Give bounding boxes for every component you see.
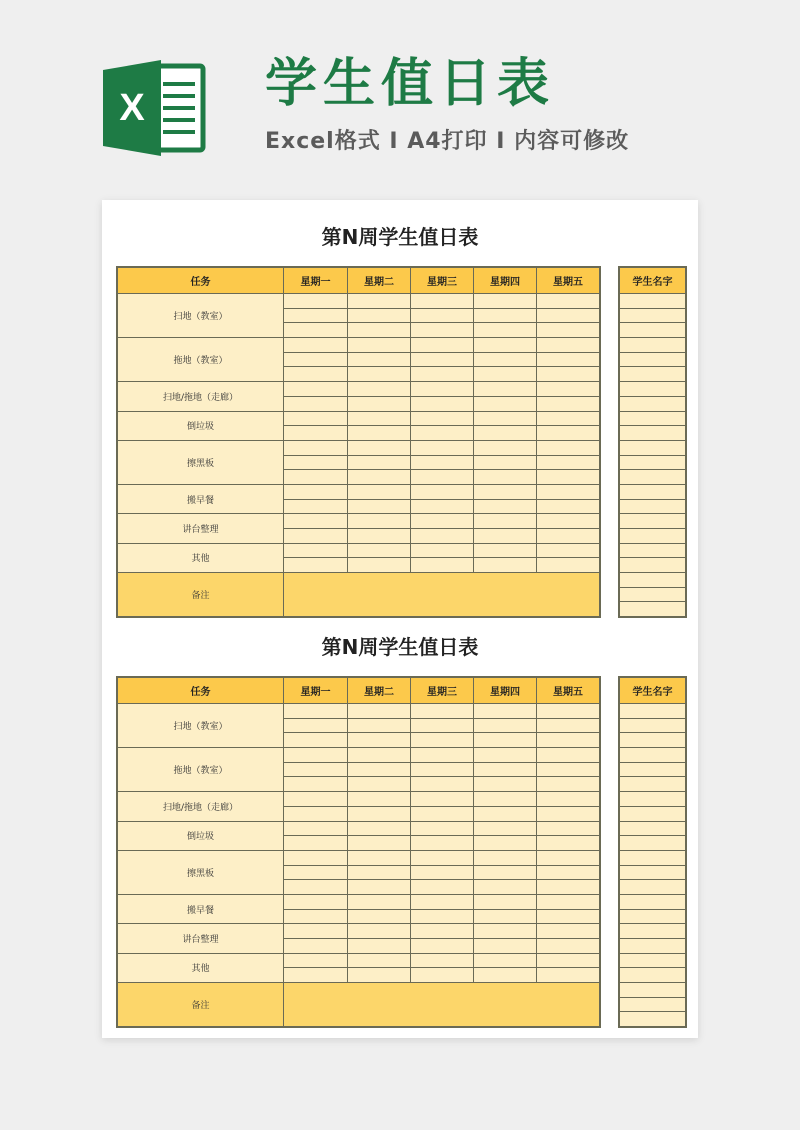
student-name-cell[interactable] — [620, 733, 686, 748]
table-header-row — [118, 678, 600, 704]
student-name-cell[interactable] — [620, 865, 686, 880]
table-row — [118, 953, 600, 968]
duty-cell[interactable] — [348, 499, 411, 514]
task-label: 讲台整理 — [118, 514, 284, 543]
duty-cell[interactable] — [411, 367, 474, 382]
duty-cell[interactable] — [348, 367, 411, 382]
duty-cell[interactable] — [474, 352, 537, 367]
task-column-header: 任务 — [118, 268, 284, 294]
duty-cell[interactable] — [411, 411, 474, 426]
table-row — [118, 894, 600, 909]
duty-cell[interactable] — [411, 455, 474, 470]
duty-cell[interactable] — [474, 529, 537, 544]
duty-cell[interactable] — [474, 396, 537, 411]
duty-cell[interactable] — [474, 909, 537, 924]
duty-cell[interactable] — [411, 865, 474, 880]
duty-cell[interactable] — [348, 924, 411, 939]
duty-table — [116, 266, 601, 618]
student-name-cell[interactable] — [620, 762, 686, 777]
duty-cell[interactable] — [411, 558, 474, 573]
task-label: 倒垃圾 — [118, 821, 284, 850]
duty-cell[interactable] — [284, 850, 348, 865]
duty-cell[interactable] — [411, 953, 474, 968]
duty-cell[interactable] — [474, 733, 537, 748]
duty-cell[interactable] — [537, 382, 600, 397]
duty-cell[interactable] — [411, 806, 474, 821]
duty-cell[interactable] — [537, 762, 600, 777]
table-row — [118, 850, 600, 865]
duty-cell[interactable] — [537, 367, 600, 382]
duty-cell[interactable] — [348, 558, 411, 573]
table-row — [118, 792, 600, 807]
duty-cell[interactable] — [284, 382, 348, 397]
duty-cell[interactable] — [474, 894, 537, 909]
student-name-cell[interactable] — [620, 352, 686, 367]
page-subtitle: Excel格式 I A4打印 I 内容可修改 — [265, 129, 630, 154]
duty-cell[interactable] — [348, 484, 411, 499]
duty-cell[interactable] — [537, 323, 600, 338]
duty-cell[interactable] — [284, 836, 348, 851]
task-label: 搬早餐 — [118, 894, 284, 923]
task-column-header: 任务 — [118, 678, 284, 704]
duty-cell[interactable] — [348, 470, 411, 485]
task-label: 其他 — [118, 543, 284, 572]
student-name-cell[interactable] — [620, 573, 686, 588]
duty-cell[interactable] — [537, 850, 600, 865]
duty-cell[interactable] — [537, 909, 600, 924]
student-name-cell[interactable] — [620, 850, 686, 865]
duty-cell[interactable] — [284, 880, 348, 895]
student-name-cell[interactable] — [620, 821, 686, 836]
student-name-cell[interactable] — [620, 806, 686, 821]
duty-cell[interactable] — [411, 718, 474, 733]
student-name-cell[interactable] — [620, 748, 686, 763]
duty-cell[interactable] — [284, 484, 348, 499]
weekday-column-header: 星期二 — [348, 678, 411, 704]
student-name-cell[interactable] — [620, 909, 686, 924]
duty-cell[interactable] — [537, 718, 600, 733]
duty-cell[interactable] — [411, 440, 474, 455]
duty-cell[interactable] — [537, 426, 600, 441]
duty-cell[interactable] — [474, 704, 537, 719]
duty-cell[interactable] — [474, 543, 537, 558]
table-row — [118, 440, 600, 455]
student-name-cell[interactable] — [620, 514, 686, 529]
student-name-cell[interactable] — [620, 777, 686, 792]
weekday-column-header: 星期三 — [411, 268, 474, 294]
duty-cell[interactable] — [537, 939, 600, 954]
task-label: 其他 — [118, 953, 284, 982]
duty-cell[interactable] — [284, 924, 348, 939]
duty-cell[interactable] — [474, 440, 537, 455]
student-name-cell[interactable] — [620, 953, 686, 968]
duty-cell[interactable] — [474, 865, 537, 880]
duty-cell[interactable] — [474, 748, 537, 763]
note-input-area[interactable] — [284, 573, 600, 617]
student-name-cell[interactable] — [620, 983, 686, 998]
weekday-column-header: 星期一 — [284, 268, 348, 294]
duty-cell[interactable] — [284, 733, 348, 748]
duty-cell[interactable] — [474, 836, 537, 851]
duty-cell[interactable] — [284, 748, 348, 763]
duty-cell[interactable] — [537, 484, 600, 499]
student-name-cell[interactable] — [620, 455, 686, 470]
task-label: 扫地/拖地（走廊） — [118, 382, 284, 411]
duty-cell[interactable] — [284, 909, 348, 924]
duty-cell[interactable] — [284, 455, 348, 470]
duty-cell[interactable] — [474, 382, 537, 397]
duty-cell[interactable] — [284, 440, 348, 455]
duty-cell[interactable] — [284, 894, 348, 909]
task-label: 倒垃圾 — [118, 411, 284, 440]
duty-cell[interactable] — [348, 880, 411, 895]
duty-cell[interactable] — [284, 792, 348, 807]
student-name-cell[interactable] — [620, 484, 686, 499]
duty-cell[interactable] — [474, 939, 537, 954]
student-name-header: 学生名字 — [620, 678, 686, 704]
table-row — [118, 294, 600, 309]
duty-cell[interactable] — [537, 836, 600, 851]
duty-cell[interactable] — [348, 748, 411, 763]
duty-cell[interactable] — [348, 529, 411, 544]
duty-cell[interactable] — [284, 352, 348, 367]
student-name-cell[interactable] — [620, 718, 686, 733]
student-name-cell[interactable] — [620, 587, 686, 602]
student-name-cell[interactable] — [620, 924, 686, 939]
duty-cell[interactable] — [411, 382, 474, 397]
duty-cell[interactable] — [474, 426, 537, 441]
duty-cell[interactable] — [474, 470, 537, 485]
duty-cell[interactable] — [348, 396, 411, 411]
duty-cell[interactable] — [348, 718, 411, 733]
duty-cell[interactable] — [284, 777, 348, 792]
duty-cell[interactable] — [474, 924, 537, 939]
student-name-list — [618, 266, 687, 618]
duty-cell[interactable] — [411, 968, 474, 983]
task-label: 讲台整理 — [118, 924, 284, 953]
student-name-cell[interactable] — [620, 323, 686, 338]
duty-cell[interactable] — [474, 308, 537, 323]
duty-cell[interactable] — [284, 968, 348, 983]
student-name-cell[interactable] — [620, 792, 686, 807]
duty-cell[interactable] — [348, 806, 411, 821]
duty-cell[interactable] — [284, 939, 348, 954]
duty-cell[interactable] — [348, 440, 411, 455]
task-label: 擦黑板 — [118, 440, 284, 484]
task-label: 擦黑板 — [118, 850, 284, 894]
student-name-cell[interactable] — [620, 367, 686, 382]
duty-cell[interactable] — [284, 367, 348, 382]
duty-cell[interactable] — [284, 338, 348, 353]
student-name-cell[interactable] — [620, 440, 686, 455]
duty-cell[interactable] — [474, 821, 537, 836]
note-row — [118, 573, 600, 617]
duty-cell[interactable] — [284, 543, 348, 558]
table-row — [118, 748, 600, 763]
duty-cell[interactable] — [284, 558, 348, 573]
duty-cell[interactable] — [348, 543, 411, 558]
duty-cell[interactable] — [474, 455, 537, 470]
duty-cell[interactable] — [474, 367, 537, 382]
duty-cell[interactable] — [537, 792, 600, 807]
duty-cell[interactable] — [474, 323, 537, 338]
student-name-cell[interactable] — [620, 338, 686, 353]
duty-cell[interactable] — [411, 396, 474, 411]
duty-cell[interactable] — [537, 529, 600, 544]
table-row — [118, 382, 600, 397]
duty-cell[interactable] — [474, 514, 537, 529]
task-label: 搬早餐 — [118, 484, 284, 513]
duty-cell[interactable] — [411, 529, 474, 544]
duty-cell[interactable] — [348, 850, 411, 865]
duty-cell[interactable] — [474, 718, 537, 733]
duty-cell[interactable] — [348, 294, 411, 309]
note-label: 备注 — [118, 983, 284, 1027]
duty-cell[interactable] — [348, 338, 411, 353]
duty-cell[interactable] — [537, 558, 600, 573]
duty-cell[interactable] — [411, 924, 474, 939]
duty-cell[interactable] — [411, 836, 474, 851]
duty-cell[interactable] — [411, 748, 474, 763]
duty-cell[interactable] — [284, 529, 348, 544]
duty-cell[interactable] — [537, 704, 600, 719]
duty-cell[interactable] — [537, 777, 600, 792]
duty-cell[interactable] — [474, 968, 537, 983]
duty-cell[interactable] — [284, 323, 348, 338]
duty-cell[interactable] — [348, 411, 411, 426]
duty-cell[interactable] — [284, 514, 348, 529]
excel-logo-icon — [103, 60, 207, 156]
student-name-cell[interactable] — [620, 426, 686, 441]
student-name-cell[interactable] — [620, 704, 686, 719]
weekday-column-header: 星期五 — [537, 268, 600, 294]
duty-cell[interactable] — [284, 426, 348, 441]
duty-cell[interactable] — [411, 294, 474, 309]
duty-cell[interactable] — [537, 338, 600, 353]
paper-sheet — [102, 200, 698, 1038]
duty-cell[interactable] — [411, 308, 474, 323]
duty-cell[interactable] — [411, 323, 474, 338]
duty-cell[interactable] — [474, 762, 537, 777]
duty-cell[interactable] — [411, 470, 474, 485]
duty-cell[interactable] — [474, 850, 537, 865]
table-row — [118, 924, 600, 939]
weekday-column-header: 星期一 — [284, 678, 348, 704]
duty-cell[interactable] — [474, 499, 537, 514]
duty-cell[interactable] — [411, 880, 474, 895]
duty-cell[interactable] — [537, 894, 600, 909]
duty-cell[interactable] — [348, 836, 411, 851]
duty-cell[interactable] — [411, 484, 474, 499]
student-name-cell[interactable] — [620, 602, 686, 617]
duty-cell[interactable] — [284, 704, 348, 719]
student-name-cell[interactable] — [620, 382, 686, 397]
duty-cell[interactable] — [348, 323, 411, 338]
weekday-column-header: 星期四 — [474, 678, 537, 704]
table-row — [118, 543, 600, 558]
section-title: 第N周学生值日表 — [321, 225, 479, 249]
duty-cell[interactable] — [411, 499, 474, 514]
table-row — [118, 484, 600, 499]
duty-cell[interactable] — [348, 762, 411, 777]
student-name-cell[interactable] — [620, 470, 686, 485]
duty-cell[interactable] — [411, 939, 474, 954]
duty-cell[interactable] — [411, 894, 474, 909]
student-name-cell[interactable] — [620, 880, 686, 895]
note-row — [118, 983, 600, 1027]
duty-cell[interactable] — [537, 543, 600, 558]
duty-cell[interactable] — [537, 514, 600, 529]
duty-cell[interactable] — [284, 499, 348, 514]
duty-cell[interactable] — [474, 558, 537, 573]
duty-cell[interactable] — [537, 806, 600, 821]
duty-cell[interactable] — [411, 426, 474, 441]
student-name-cell[interactable] — [620, 308, 686, 323]
duty-cell[interactable] — [348, 939, 411, 954]
duty-cell[interactable] — [284, 821, 348, 836]
task-label: 拖地（教室） — [118, 338, 284, 382]
duty-cell[interactable] — [284, 396, 348, 411]
duty-cell[interactable] — [348, 426, 411, 441]
duty-cell[interactable] — [348, 352, 411, 367]
duty-cell[interactable] — [537, 865, 600, 880]
duty-cell[interactable] — [474, 484, 537, 499]
duty-cell[interactable] — [284, 294, 348, 309]
duty-cell[interactable] — [348, 821, 411, 836]
section-title: 第N周学生值日表 — [321, 635, 479, 659]
table-row — [118, 338, 600, 353]
duty-cell[interactable] — [411, 821, 474, 836]
duty-cell[interactable] — [474, 338, 537, 353]
duty-cell[interactable] — [537, 352, 600, 367]
duty-cell[interactable] — [537, 308, 600, 323]
duty-cell[interactable] — [284, 411, 348, 426]
student-name-cell[interactable] — [620, 894, 686, 909]
duty-cell[interactable] — [411, 792, 474, 807]
duty-cell[interactable] — [411, 704, 474, 719]
table-row — [118, 821, 600, 836]
student-name-cell[interactable] — [620, 543, 686, 558]
duty-cell[interactable] — [348, 308, 411, 323]
duty-cell[interactable] — [537, 953, 600, 968]
duty-cell[interactable] — [348, 792, 411, 807]
duty-cell[interactable] — [537, 880, 600, 895]
duty-cell[interactable] — [348, 909, 411, 924]
duty-cell[interactable] — [411, 762, 474, 777]
duty-cell[interactable] — [474, 792, 537, 807]
duty-cell[interactable] — [537, 455, 600, 470]
table-row — [118, 514, 600, 529]
student-name-cell[interactable] — [620, 294, 686, 309]
note-label: 备注 — [118, 573, 284, 617]
duty-cell[interactable] — [284, 806, 348, 821]
duty-cell[interactable] — [411, 543, 474, 558]
duty-cell[interactable] — [411, 777, 474, 792]
duty-cell[interactable] — [537, 440, 600, 455]
duty-cell[interactable] — [284, 762, 348, 777]
duty-cell[interactable] — [348, 968, 411, 983]
duty-cell[interactable] — [537, 821, 600, 836]
duty-cell[interactable] — [348, 733, 411, 748]
task-label: 拖地（教室） — [118, 748, 284, 792]
duty-cell[interactable] — [411, 352, 474, 367]
duty-cell[interactable] — [537, 294, 600, 309]
table-row — [118, 411, 600, 426]
student-name-list — [618, 676, 687, 1028]
duty-cell[interactable] — [348, 514, 411, 529]
duty-cell[interactable] — [537, 968, 600, 983]
duty-cell[interactable] — [474, 880, 537, 895]
logo-letter: X — [119, 87, 145, 129]
duty-table — [116, 676, 601, 1028]
task-label: 扫地/拖地（走廊） — [118, 792, 284, 821]
duty-cell[interactable] — [474, 411, 537, 426]
duty-cell[interactable] — [348, 382, 411, 397]
student-name-cell[interactable] — [620, 411, 686, 426]
student-name-cell[interactable] — [620, 968, 686, 983]
task-label: 扫地（教室） — [118, 294, 284, 338]
duty-cell[interactable] — [537, 733, 600, 748]
student-name-cell[interactable] — [620, 499, 686, 514]
duty-cell[interactable] — [537, 924, 600, 939]
weekday-column-header: 星期二 — [348, 268, 411, 294]
weekday-column-header: 星期三 — [411, 678, 474, 704]
duty-cell[interactable] — [348, 777, 411, 792]
duty-cell[interactable] — [284, 308, 348, 323]
duty-cell[interactable] — [411, 338, 474, 353]
duty-cell[interactable] — [474, 953, 537, 968]
duty-cell[interactable] — [348, 455, 411, 470]
duty-cell[interactable] — [411, 909, 474, 924]
duty-cell[interactable] — [537, 470, 600, 485]
duty-cell[interactable] — [284, 865, 348, 880]
duty-cell[interactable] — [537, 411, 600, 426]
duty-cell[interactable] — [284, 470, 348, 485]
table-header-row — [118, 268, 600, 294]
duty-cell[interactable] — [411, 514, 474, 529]
duty-cell[interactable] — [411, 850, 474, 865]
student-name-cell[interactable] — [620, 1012, 686, 1027]
page-title: 学生值日表 — [265, 54, 556, 114]
weekday-column-header: 星期五 — [537, 678, 600, 704]
duty-cell[interactable] — [474, 777, 537, 792]
weekday-column-header: 星期四 — [474, 268, 537, 294]
student-name-header: 学生名字 — [620, 268, 686, 294]
duty-cell[interactable] — [284, 953, 348, 968]
duty-cell[interactable] — [348, 894, 411, 909]
note-input-area[interactable] — [284, 983, 600, 1027]
duty-cell[interactable] — [348, 865, 411, 880]
student-name-cell[interactable] — [620, 558, 686, 573]
student-name-cell[interactable] — [620, 396, 686, 411]
task-label: 扫地（教室） — [118, 704, 284, 748]
duty-cell[interactable] — [474, 806, 537, 821]
student-name-cell[interactable] — [620, 997, 686, 1012]
duty-cell[interactable] — [284, 718, 348, 733]
duty-cell[interactable] — [474, 294, 537, 309]
duty-cell[interactable] — [537, 396, 600, 411]
duty-cell[interactable] — [537, 748, 600, 763]
duty-cell[interactable] — [411, 733, 474, 748]
duty-cell[interactable] — [348, 953, 411, 968]
table-row — [118, 704, 600, 719]
student-name-cell[interactable] — [620, 529, 686, 544]
student-name-cell[interactable] — [620, 836, 686, 851]
student-name-cell[interactable] — [620, 939, 686, 954]
duty-cell[interactable] — [537, 499, 600, 514]
duty-cell[interactable] — [348, 704, 411, 719]
